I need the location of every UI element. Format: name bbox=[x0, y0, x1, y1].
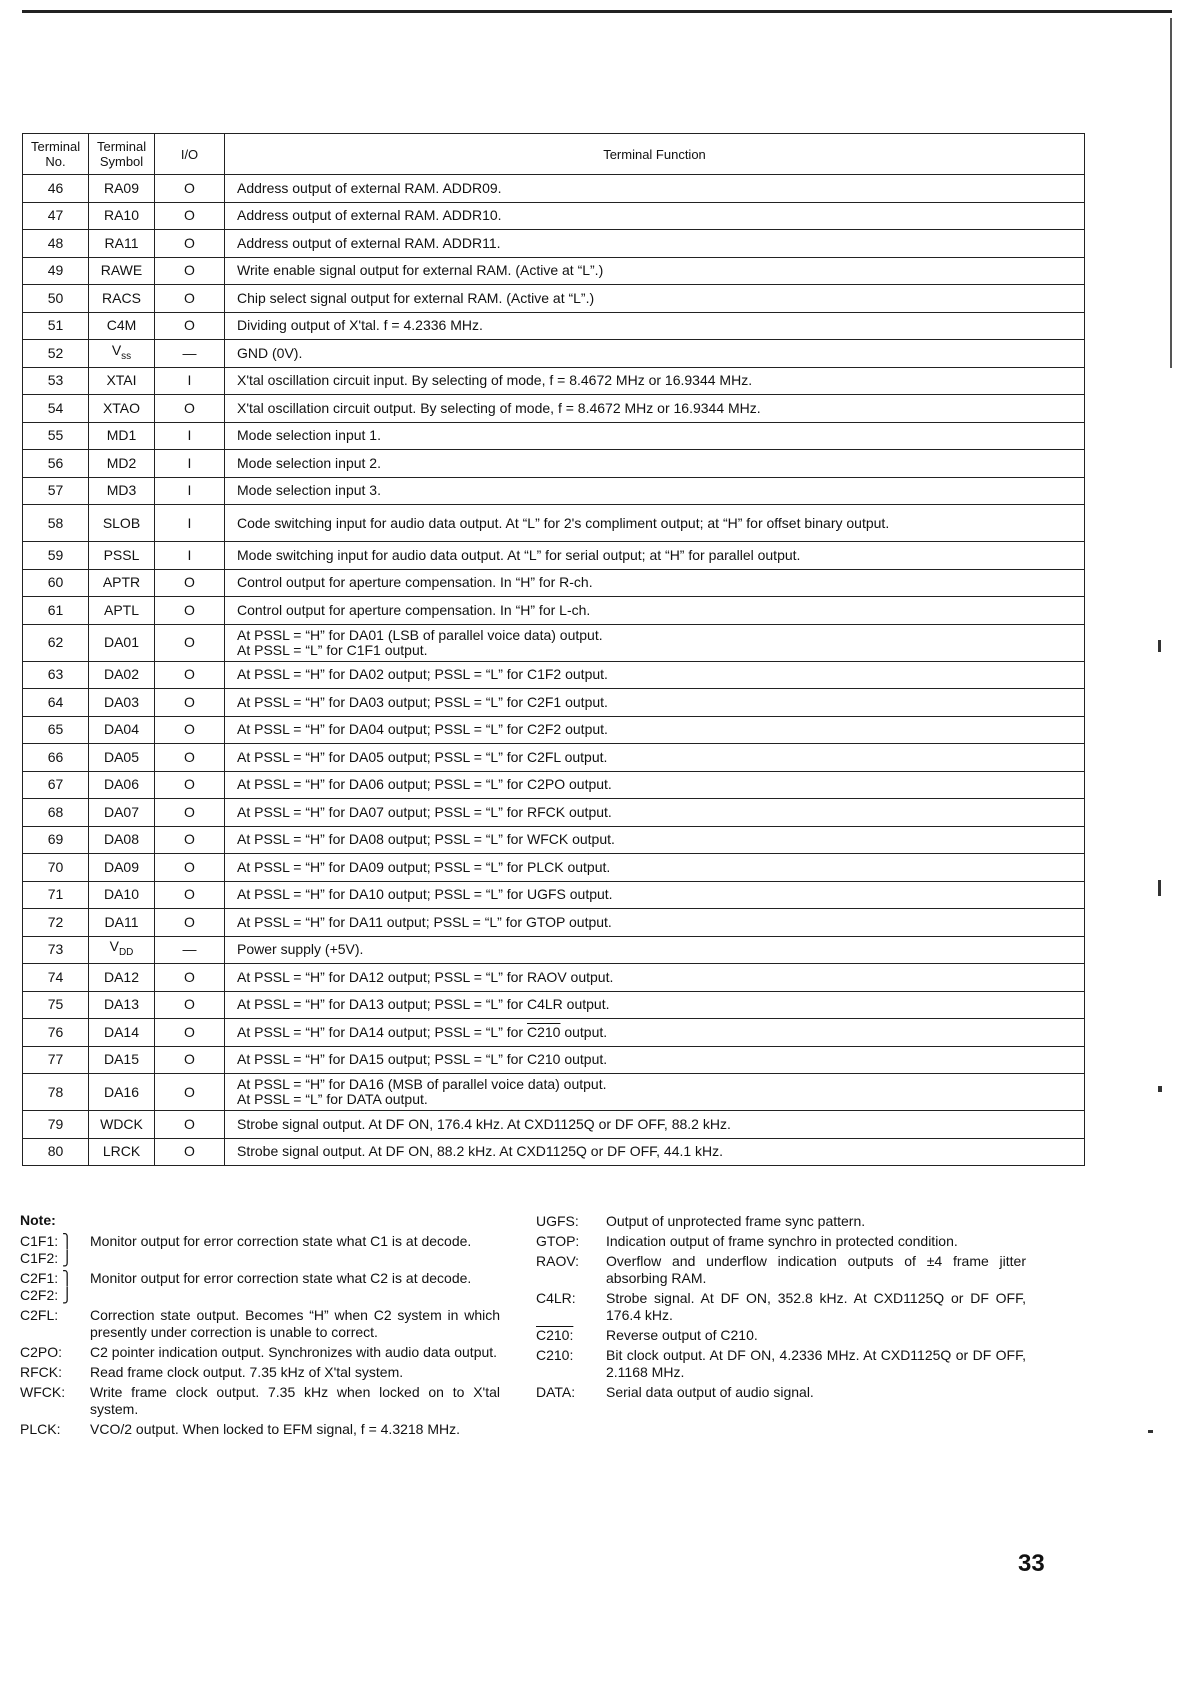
terminal-no-cell: 59 bbox=[23, 542, 89, 570]
terminal-no-cell: 76 bbox=[23, 1019, 89, 1047]
terminal-no-cell: 68 bbox=[23, 799, 89, 827]
table-row bbox=[23, 716, 1085, 744]
io-cell: I bbox=[155, 477, 225, 505]
io-cell: O bbox=[155, 854, 225, 882]
note-key: C4LR: bbox=[536, 1290, 576, 1306]
table-row bbox=[23, 175, 1085, 203]
note-item bbox=[536, 1213, 1026, 1230]
terminal-table bbox=[22, 133, 1085, 1166]
terminal-no-cell: 75 bbox=[23, 991, 89, 1019]
table-row bbox=[23, 450, 1085, 478]
terminal-no-cell: 49 bbox=[23, 257, 89, 285]
terminal-function-cell: Mode selection input 2. bbox=[225, 450, 1085, 478]
scan-mark bbox=[1158, 1086, 1162, 1092]
page-edge-line bbox=[1170, 18, 1172, 368]
terminal-symbol-cell: DA09 bbox=[89, 854, 155, 882]
note-item bbox=[20, 1384, 500, 1418]
io-cell: O bbox=[155, 881, 225, 909]
io-cell: O bbox=[155, 744, 225, 772]
note-item bbox=[20, 1364, 500, 1381]
terminal-symbol-cell: DA13 bbox=[89, 991, 155, 1019]
terminal-function-cell: Mode selection input 1. bbox=[225, 422, 1085, 450]
terminal-no-cell: 66 bbox=[23, 744, 89, 772]
terminal-function-cell: Chip select signal output for external RAM. (Active at “L”.) bbox=[225, 285, 1085, 313]
terminal-no-cell: 55 bbox=[23, 422, 89, 450]
note-description: Output of unprotected frame sync pattern. bbox=[606, 1213, 866, 1229]
symbol-subscript: ss bbox=[121, 350, 132, 362]
table-row bbox=[23, 1019, 1085, 1047]
terminal-no-cell: 67 bbox=[23, 771, 89, 799]
terminal-no-cell: 53 bbox=[23, 367, 89, 395]
io-cell: O bbox=[155, 285, 225, 313]
table-row bbox=[23, 991, 1085, 1019]
io-cell: O bbox=[155, 230, 225, 258]
table-row bbox=[23, 542, 1085, 570]
terminal-function-cell: Control output for aperture compensation. In “H” for L-ch. bbox=[225, 597, 1085, 625]
io-cell: O bbox=[155, 1019, 225, 1047]
note-description: Monitor output for error correction state what C1 is at decode. bbox=[90, 1233, 472, 1249]
terminal-function-cell: Mode selection input 3. bbox=[225, 477, 1085, 505]
terminal-symbol-cell: XTAI bbox=[89, 367, 155, 395]
note-item bbox=[536, 1327, 1026, 1344]
table-row bbox=[23, 661, 1085, 689]
table-row bbox=[23, 1111, 1085, 1139]
terminal-no-cell: 62 bbox=[23, 624, 89, 661]
io-cell: O bbox=[155, 1111, 225, 1139]
terminal-no-cell: 57 bbox=[23, 477, 89, 505]
io-cell: — bbox=[155, 340, 225, 368]
terminal-function-cell: Mode switching input for audio data output. At “L” for serial output; at “H” for parallel output. bbox=[225, 542, 1085, 570]
terminal-symbol-cell: C4M bbox=[89, 312, 155, 340]
io-cell: I bbox=[155, 505, 225, 542]
note-key: C210: bbox=[536, 1327, 574, 1343]
terminal-symbol-cell: APTR bbox=[89, 569, 155, 597]
note-description: Correction state output. Becomes “H” when C2 system in which presently under correction is unable to correct. bbox=[90, 1307, 500, 1340]
note-key: C2FL: bbox=[20, 1307, 59, 1323]
terminal-symbol-cell: $V_{DD}$ bbox=[89, 936, 155, 964]
table-row bbox=[23, 1074, 1085, 1111]
terminal-symbol-cell: APTL bbox=[89, 597, 155, 625]
symbol-subscript: DD bbox=[118, 947, 134, 959]
note-item bbox=[536, 1253, 1026, 1287]
terminal-no-cell: 65 bbox=[23, 716, 89, 744]
terminal-symbol-cell: DA15 bbox=[89, 1046, 155, 1074]
terminal-no-cell: 54 bbox=[23, 395, 89, 423]
terminal-function-cell: GND (0V). bbox=[225, 340, 1085, 368]
io-cell: O bbox=[155, 826, 225, 854]
io-cell: O bbox=[155, 624, 225, 661]
terminal-no-cell: 70 bbox=[23, 854, 89, 882]
terminal-function-cell: At PSSL = “H” for DA10 output; PSSL = “L” for UGFS output. bbox=[225, 881, 1085, 909]
terminal-function-cell: At PSSL = “H” for DA07 output; PSSL = “L” for RFCK output. bbox=[225, 799, 1085, 827]
terminal-function-cell: At PSSL = “H” for DA11 output; PSSL = “L” for GTOP output. bbox=[225, 909, 1085, 937]
terminal-no-cell: 73 bbox=[23, 936, 89, 964]
io-cell: O bbox=[155, 964, 225, 992]
header-terminal-symbol: Terminal Symbol bbox=[89, 134, 155, 175]
scan-mark bbox=[1158, 880, 1161, 896]
terminal-symbol-cell: RA11 bbox=[89, 230, 155, 258]
terminal-function-cell: At PSSL = “H” for DA06 output; PSSL = “L” for C2PO output. bbox=[225, 771, 1085, 799]
terminal-function-cell: At PSSL = “H” for DA08 output; PSSL = “L” for WFCK output. bbox=[225, 826, 1085, 854]
io-cell: O bbox=[155, 991, 225, 1019]
scan-mark bbox=[1148, 1430, 1153, 1433]
table-row bbox=[23, 826, 1085, 854]
terminal-no-cell: 69 bbox=[23, 826, 89, 854]
note-description: Strobe signal. At DF ON, 352.8 kHz. At CXD1125Q or DF OFF, 176.4 kHz. bbox=[606, 1290, 1026, 1323]
terminal-function-cell: At PSSL = “H” for DA14 output; PSSL = “L” for C210 output. bbox=[225, 1019, 1085, 1047]
terminal-no-cell: 60 bbox=[23, 569, 89, 597]
note-item bbox=[536, 1347, 1026, 1381]
terminal-no-cell: 78 bbox=[23, 1074, 89, 1111]
terminal-symbol-cell: SLOB bbox=[89, 505, 155, 542]
note-description: Bit clock output. At DF ON, 4.2336 MHz. At CXD1125Q or DF OFF, 2.1168 MHz. bbox=[606, 1347, 1026, 1380]
note-item bbox=[20, 1307, 500, 1341]
terminal-symbol-cell: DA02 bbox=[89, 661, 155, 689]
note-description: Write frame clock output. 7.35 kHz when locked on to X'tal system. bbox=[90, 1384, 500, 1417]
note-item bbox=[536, 1290, 1026, 1324]
terminal-symbol-cell: DA08 bbox=[89, 826, 155, 854]
terminal-no-cell: 51 bbox=[23, 312, 89, 340]
terminal-function-cell: At PSSL = “H” for DA16 (MSB of parallel voice data) output. At PSSL = “L” for DATA output. bbox=[225, 1074, 1085, 1111]
table-row bbox=[23, 597, 1085, 625]
note-description: C2 pointer indication output. Synchronizes with audio data output. bbox=[90, 1344, 498, 1360]
io-cell: O bbox=[155, 799, 225, 827]
io-cell: O bbox=[155, 202, 225, 230]
notes-left-column bbox=[20, 1233, 500, 1441]
terminal-function-cell: At PSSL = “H” for DA02 output; PSSL = “L” for C1F2 output. bbox=[225, 661, 1085, 689]
table-row bbox=[23, 771, 1085, 799]
terminal-symbol-cell: DA16 bbox=[89, 1074, 155, 1111]
table-row bbox=[23, 422, 1085, 450]
io-cell: O bbox=[155, 257, 225, 285]
table-row bbox=[23, 964, 1085, 992]
note-description: Read frame clock output. 7.35 kHz of X'tal system. bbox=[90, 1364, 404, 1380]
table-row bbox=[23, 744, 1085, 772]
terminal-function-cell: At PSSL = “H” for DA04 output; PSSL = “L” for C2F2 output. bbox=[225, 716, 1085, 744]
io-cell: O bbox=[155, 395, 225, 423]
terminal-function-cell: X'tal oscillation circuit input. By selecting of mode, f = 8.4672 MHz or 16.9344 MHz. bbox=[225, 367, 1085, 395]
note-key: C1F1: ⎫ C1F2: ⎭ bbox=[20, 1233, 73, 1266]
terminal-symbol-cell: MD2 bbox=[89, 450, 155, 478]
note-description: Monitor output for error correction state what C2 is at decode. bbox=[90, 1270, 472, 1286]
io-cell: I bbox=[155, 542, 225, 570]
terminal-function-cell: At PSSL = “H” for DA09 output; PSSL = “L” for PLCK output. bbox=[225, 854, 1085, 882]
table-row bbox=[23, 881, 1085, 909]
terminal-symbol-cell: DA01 bbox=[89, 624, 155, 661]
terminal-symbol-cell: DA06 bbox=[89, 771, 155, 799]
table-row bbox=[23, 285, 1085, 313]
table-row bbox=[23, 395, 1085, 423]
terminal-symbol-cell: DA14 bbox=[89, 1019, 155, 1047]
io-cell: — bbox=[155, 936, 225, 964]
io-cell: O bbox=[155, 689, 225, 717]
terminal-no-cell: 80 bbox=[23, 1138, 89, 1166]
table-row bbox=[23, 340, 1085, 368]
table-row bbox=[23, 367, 1085, 395]
io-cell: O bbox=[155, 312, 225, 340]
terminal-function-cell: At PSSL = “H” for DA03 output; PSSL = “L” for C2F1 output. bbox=[225, 689, 1085, 717]
note-key: DATA: bbox=[536, 1384, 576, 1400]
header-io: I/O bbox=[155, 134, 225, 175]
terminal-symbol-cell: MD1 bbox=[89, 422, 155, 450]
table-row bbox=[23, 936, 1085, 964]
terminal-symbol-cell: LRCK bbox=[89, 1138, 155, 1166]
note-key: RFCK: bbox=[20, 1364, 62, 1380]
io-cell: O bbox=[155, 175, 225, 203]
notes-right-column bbox=[536, 1213, 1026, 1441]
terminal-function-cell: Strobe signal output. At DF ON, 176.4 kHz. At CXD1125Q or DF OFF, 88.2 kHz. bbox=[225, 1111, 1085, 1139]
terminal-table-container bbox=[22, 133, 1084, 1166]
terminal-no-cell: 58 bbox=[23, 505, 89, 542]
note-key: C210: bbox=[536, 1347, 574, 1363]
terminal-symbol-cell: DA03 bbox=[89, 689, 155, 717]
table-row bbox=[23, 569, 1085, 597]
table-row bbox=[23, 854, 1085, 882]
terminal-symbol-cell: DA05 bbox=[89, 744, 155, 772]
note-item bbox=[20, 1344, 500, 1361]
terminal-symbol-cell: RACS bbox=[89, 285, 155, 313]
terminal-symbol-cell: $V_{ss}$ bbox=[89, 340, 155, 368]
terminal-no-cell: 56 bbox=[23, 450, 89, 478]
header-terminal-no: Terminal No. bbox=[23, 134, 89, 175]
top-rule bbox=[22, 10, 1172, 13]
terminal-no-cell: 71 bbox=[23, 881, 89, 909]
notes-title: Note: bbox=[20, 1212, 56, 1228]
io-cell: O bbox=[155, 771, 225, 799]
table-row bbox=[23, 1046, 1085, 1074]
table-row bbox=[23, 1138, 1085, 1166]
table-row bbox=[23, 312, 1085, 340]
terminal-symbol-cell: RA10 bbox=[89, 202, 155, 230]
terminal-no-cell: 74 bbox=[23, 964, 89, 992]
table-row bbox=[23, 799, 1085, 827]
notes-section bbox=[20, 1212, 1060, 1441]
terminal-function-cell: Address output of external RAM. ADDR10. bbox=[225, 202, 1085, 230]
io-cell: O bbox=[155, 569, 225, 597]
table-row bbox=[23, 477, 1085, 505]
io-cell: O bbox=[155, 716, 225, 744]
io-cell: O bbox=[155, 661, 225, 689]
terminal-no-cell: 77 bbox=[23, 1046, 89, 1074]
note-description: Indication output of frame synchro in protected condition. bbox=[606, 1233, 958, 1249]
terminal-function-cell: Write enable signal output for external RAM. (Active at “L”.) bbox=[225, 257, 1085, 285]
table-header-row bbox=[23, 134, 1085, 175]
page-number: 33 bbox=[1018, 1550, 1045, 1577]
note-description: Serial data output of audio signal. bbox=[606, 1384, 814, 1400]
terminal-symbol-cell: RAWE bbox=[89, 257, 155, 285]
note-key: C2F1: ⎫ C2F2: ⎭ bbox=[20, 1270, 73, 1303]
terminal-symbol-cell: DA07 bbox=[89, 799, 155, 827]
terminal-no-cell: 48 bbox=[23, 230, 89, 258]
note-description: VCO/2 output. When locked to EFM signal, f = 4.3218 MHz. bbox=[90, 1421, 461, 1437]
table-row bbox=[23, 230, 1085, 258]
header-terminal-function: Terminal Function bbox=[225, 134, 1085, 175]
terminal-function-cell: At PSSL = “H” for DA05 output; PSSL = “L” for C2FL output. bbox=[225, 744, 1085, 772]
table-row bbox=[23, 624, 1085, 661]
terminal-function-cell: Address output of external RAM. ADDR11. bbox=[225, 230, 1085, 258]
terminal-symbol-cell: DA12 bbox=[89, 964, 155, 992]
io-cell: O bbox=[155, 597, 225, 625]
scan-mark bbox=[1158, 640, 1161, 652]
note-item bbox=[20, 1233, 500, 1267]
terminal-function-cell: Dividing output of X'tal. f = 4.2336 MHz. bbox=[225, 312, 1085, 340]
note-description: Overflow and underflow indication outputs of ±4 frame jitter absorbing RAM. bbox=[606, 1253, 1026, 1286]
terminal-no-cell: 50 bbox=[23, 285, 89, 313]
terminal-function-cell: Control output for aperture compensation. In “H” for R-ch. bbox=[225, 569, 1085, 597]
note-key: RAOV: bbox=[536, 1253, 580, 1269]
io-cell: I bbox=[155, 422, 225, 450]
terminal-symbol-cell: MD3 bbox=[89, 477, 155, 505]
note-item bbox=[536, 1384, 1026, 1401]
terminal-no-cell: 63 bbox=[23, 661, 89, 689]
terminal-symbol-cell: PSSL bbox=[89, 542, 155, 570]
terminal-symbol-cell: WDCK bbox=[89, 1111, 155, 1139]
note-key: UGFS: bbox=[536, 1213, 579, 1229]
terminal-symbol-cell: DA04 bbox=[89, 716, 155, 744]
terminal-function-cell: At PSSL = “H” for DA13 output; PSSL = “L” for C4LR output. bbox=[225, 991, 1085, 1019]
io-cell: O bbox=[155, 909, 225, 937]
table-row bbox=[23, 689, 1085, 717]
terminal-no-cell: 64 bbox=[23, 689, 89, 717]
terminal-function-cell: At PSSL = “H” for DA15 output; PSSL = “L” for C210 output. bbox=[225, 1046, 1085, 1074]
table-row bbox=[23, 202, 1085, 230]
terminal-table-body bbox=[23, 175, 1085, 1166]
note-key: WFCK: bbox=[20, 1384, 66, 1400]
terminal-no-cell: 52 bbox=[23, 340, 89, 368]
terminal-function-cell: X'tal oscillation circuit output. By selecting of mode, f = 8.4672 MHz or 16.9344 MHz. bbox=[225, 395, 1085, 423]
terminal-function-cell: At PSSL = “H” for DA12 output; PSSL = “L” for RAOV output. bbox=[225, 964, 1085, 992]
terminal-function-cell: At PSSL = “H” for DA01 (LSB of parallel voice data) output. At PSSL = “L” for C1F1 output. bbox=[225, 624, 1085, 661]
terminal-no-cell: 72 bbox=[23, 909, 89, 937]
terminal-function-cell: Address output of external RAM. ADDR09. bbox=[225, 175, 1085, 203]
terminal-no-cell: 46 bbox=[23, 175, 89, 203]
terminal-symbol-cell: DA10 bbox=[89, 881, 155, 909]
io-cell: I bbox=[155, 450, 225, 478]
io-cell: O bbox=[155, 1138, 225, 1166]
note-item bbox=[20, 1270, 500, 1304]
io-cell: I bbox=[155, 367, 225, 395]
terminal-symbol-cell: XTAO bbox=[89, 395, 155, 423]
table-row bbox=[23, 505, 1085, 542]
table-row bbox=[23, 909, 1085, 937]
terminal-symbol-cell: RA09 bbox=[89, 175, 155, 203]
note-description: Reverse output of C210. bbox=[606, 1327, 758, 1343]
terminal-symbol-cell: DA11 bbox=[89, 909, 155, 937]
note-item bbox=[536, 1233, 1026, 1250]
note-item bbox=[20, 1421, 500, 1438]
io-cell: O bbox=[155, 1046, 225, 1074]
terminal-no-cell: 61 bbox=[23, 597, 89, 625]
terminal-no-cell: 47 bbox=[23, 202, 89, 230]
note-key: GTOP: bbox=[536, 1233, 580, 1249]
table-row bbox=[23, 257, 1085, 285]
terminal-function-cell: Code switching input for audio data output. At “L” for 2's compliment output; at “H” for offset binary output. bbox=[225, 505, 1085, 542]
io-cell: O bbox=[155, 1074, 225, 1111]
terminal-function-cell: Power supply (+5V). bbox=[225, 936, 1085, 964]
terminal-function-cell: Strobe signal output. At DF ON, 88.2 kHz. At CXD1125Q or DF OFF, 44.1 kHz. bbox=[225, 1138, 1085, 1166]
terminal-no-cell: 79 bbox=[23, 1111, 89, 1139]
note-key: C2PO: bbox=[20, 1344, 63, 1360]
note-key: PLCK: bbox=[20, 1421, 61, 1437]
